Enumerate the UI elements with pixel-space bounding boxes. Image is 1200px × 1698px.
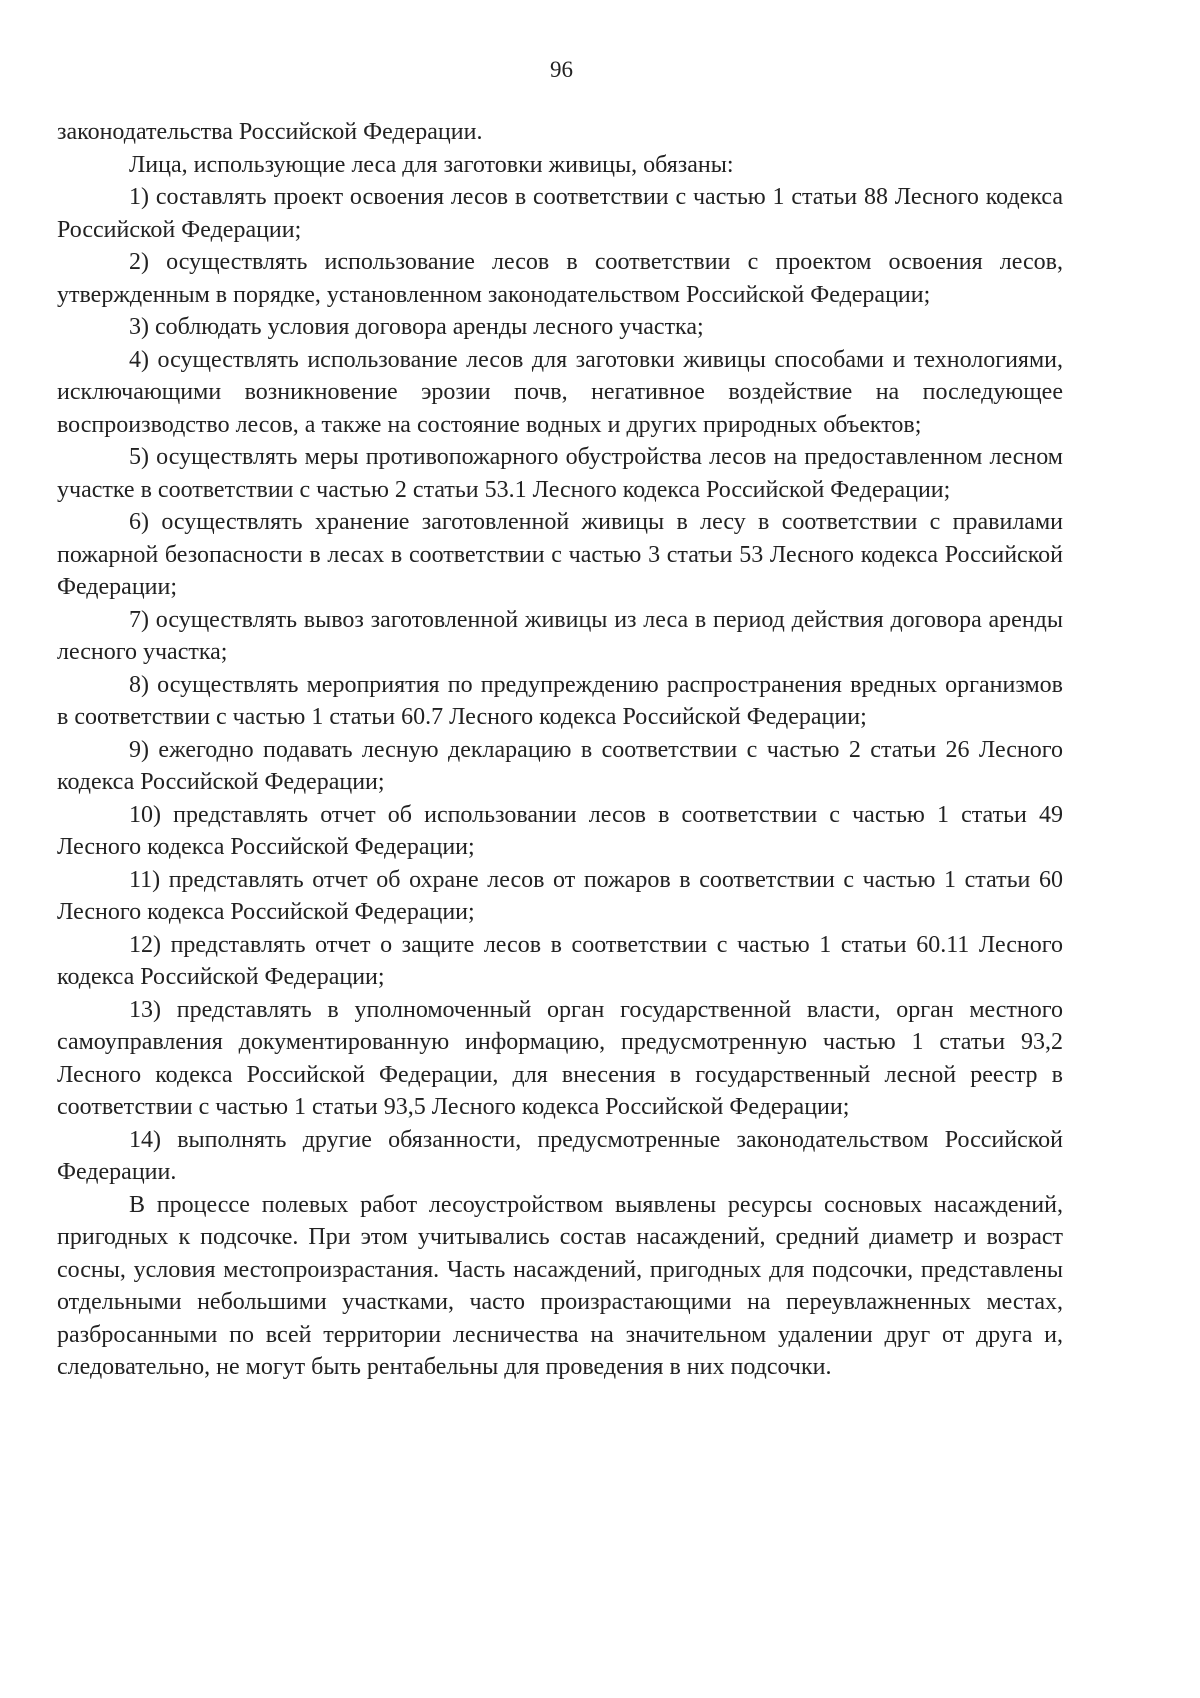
paragraph-obligations-intro: Лица, использующие леса для заготовки живицы, обязаны: <box>129 151 734 178</box>
list-item-4: 4) осуществлять использование лесов для заготовки живицы способами и технологиями, исключающими возникновение эрозии почв, негативное воздействие на последующее воспроизводство лесов, а также на состояние водных и других природных объектов; <box>57 346 1063 438</box>
list-item-10: 10) представлять отчет об использовании лесов в соответствии с частью 1 статьи 49 Лесного кодекса Российской Федерации; <box>57 801 1063 860</box>
list-item-2: 2) осуществлять использование лесов в соответствии с проектом освоения лесов, утвержденным в порядке, установленном законодательством Российской Федерации; <box>57 249 1063 308</box>
list-item-11: 11) представлять отчет об охране лесов от пожаров в соответствии с частью 1 статьи 60 Лесного кодекса Российской Федерации; <box>57 866 1063 925</box>
paragraph-field-work: В процессе полевых работ лесоустройством выявлены ресурсы сосновых насаждений, пригодных к подсочке. При этом учитывались состав насаждений, средний диаметр и возраст сосны, условия местопроизрастания. Часть насаждений, пригодных для подсочки, представлены отдельными небольшими участками, часто произрастающими на переувлажненных местах, разбросанными по всей территории лесничества на значительном удалении друг от друга и, следовательно, не могут быть рентабельны для проведения в них подсочки. <box>57 1191 1063 1380</box>
list-item-8: 8) осуществлять мероприятия по предупреждению распространения вредных организмов в соответствии с частью 1 статьи 60.7 Лесного кодекса Российской Федерации; <box>57 671 1063 730</box>
list-item-7: 7) осуществлять вывоз заготовленной живицы из леса в период действия договора аренды лесного участка; <box>57 606 1063 665</box>
list-item-6: 6) осуществлять хранение заготовленной живицы в лесу в соответствии с правилами пожарной безопасности в лесах в соответствии с частью 3 статьи 53 Лесного кодекса Российской Федерации; <box>57 509 1063 600</box>
list-item-12: 12) представлять отчет о защите лесов в соответствии с частью 1 статьи 60.11 Лесного кодекса Российской Федерации; <box>57 931 1063 990</box>
list-item-9: 9) ежегодно подавать лесную декларацию в соответствии с частью 2 статьи 26 Лесного кодекса Российской Федерации; <box>57 736 1063 795</box>
document-body <box>57 116 1063 1384</box>
list-item-1: 1) составлять проект освоения лесов в соответствии с частью 1 статьи 88 Лесного кодекса Российской Федерации; <box>57 184 1063 243</box>
list-item-5: 5) осуществлять меры противопожарного обустройства лесов на предоставленном лесном участке в соответствии с частью 2 статьи 53.1 Лесного кодекса Российской Федерации; <box>57 444 1063 503</box>
list-item-3: 3) соблюдать условия договора аренды лесного участка; <box>129 314 704 340</box>
page-number: 96 <box>550 57 573 82</box>
list-item-14: 14) выполнять другие обязанности, предусмотренные законодательством Российской Федерации. <box>57 1126 1063 1185</box>
list-item-13: 13) представлять в уполномоченный орган государственной власти, орган местного самоуправления документированную информацию, предусмотренную частью 1 статьи 93,2 Лесного кодекса Российской Федерации, для внесения в государственный лесной реестр в соответствии с частью 1 статьи 93,5 Лесного кодекса Российской Федерации; <box>57 996 1063 1120</box>
paragraph-continuation: законодательства Российской Федерации. <box>57 119 483 145</box>
